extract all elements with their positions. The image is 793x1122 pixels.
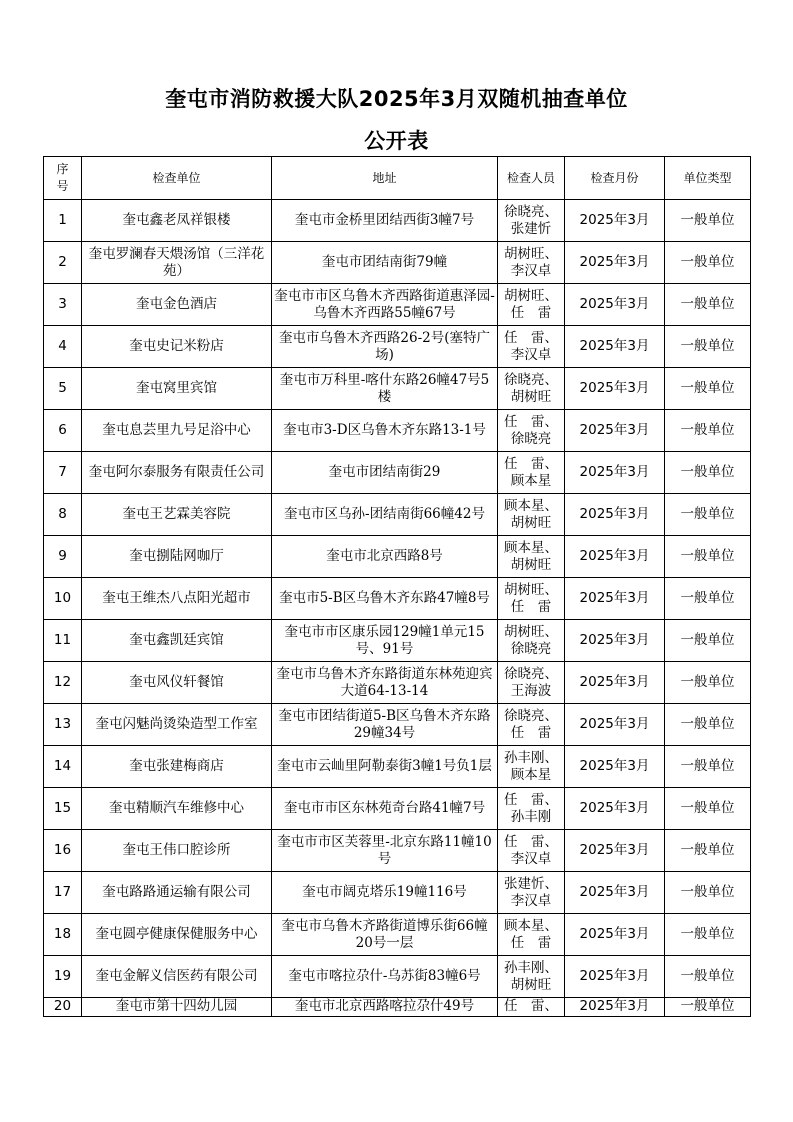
table-row — [44, 284, 751, 326]
table-row — [44, 662, 751, 704]
row-number: 16 — [44, 830, 82, 872]
row-unit-name: 奎屯史记米粉店 — [82, 326, 272, 368]
row-inspectors — [498, 872, 565, 914]
row-number: 2 — [44, 242, 82, 284]
inspector-secondary: 任 雷 — [510, 724, 552, 741]
row-unit-name: 奎屯捌陆网咖厅 — [82, 536, 272, 578]
row-number: 17 — [44, 872, 82, 914]
row-unit-type: 一般单位 — [665, 494, 751, 536]
row-month: 2025年3月 — [565, 368, 665, 410]
row-inspectors — [498, 578, 565, 620]
table-row — [44, 368, 751, 410]
header-unit: 检查单位 — [82, 157, 272, 200]
row-month: 2025年3月 — [565, 410, 665, 452]
row-address: 奎屯市团结南街79幢 — [272, 242, 498, 284]
row-number: 3 — [44, 284, 82, 326]
inspector-secondary: 徐晓亮 — [510, 640, 552, 657]
inspector-secondary: 顾本星 — [510, 766, 552, 783]
row-number: 9 — [44, 536, 82, 578]
row-address: 奎屯市乌鲁木齐西路26-2号(塞特广场) — [272, 326, 498, 368]
row-unit-name: 奎屯王维杰八点阳光超市 — [82, 578, 272, 620]
inspector-primary: 胡树旺、 — [504, 581, 558, 598]
header-number-line1: 序 — [56, 162, 69, 176]
row-unit-name: 奎屯精顺汽车维修中心 — [82, 788, 272, 830]
row-address: 奎屯市万科里-喀什东路26幢47号5楼 — [272, 368, 498, 410]
row-unit-name: 奎屯窝里宾馆 — [82, 368, 272, 410]
row-number: 12 — [44, 662, 82, 704]
inspection-table — [43, 156, 751, 1017]
row-inspectors — [498, 704, 565, 746]
row-address: 奎屯市市区乌鲁木齐西路街道惠泽园-乌鲁木齐西路55幢67号 — [272, 284, 498, 326]
row-number: 10 — [44, 578, 82, 620]
header-month: 检查月份 — [565, 157, 665, 200]
row-unit-type: 一般单位 — [665, 704, 751, 746]
row-address: 奎屯市北京西路8号 — [272, 536, 498, 578]
row-month: 2025年3月 — [565, 998, 665, 1017]
inspector-secondary: 李汉卓 — [510, 262, 552, 279]
table-row — [44, 326, 751, 368]
row-unit-name: 奎屯鑫老凤祥银楼 — [82, 200, 272, 242]
row-inspectors — [498, 830, 565, 872]
row-address: 奎屯市喀拉尕什-乌苏街83幢6号 — [272, 956, 498, 998]
row-month: 2025年3月 — [565, 536, 665, 578]
inspector-primary: 任 雷、 — [504, 455, 558, 472]
inspector-primary: 任 雷、 — [504, 791, 558, 808]
inspector-primary: 张建忻、 — [504, 875, 558, 892]
row-inspectors — [498, 326, 565, 368]
row-number: 15 — [44, 788, 82, 830]
row-unit-type: 一般单位 — [665, 914, 751, 956]
row-number: 11 — [44, 620, 82, 662]
table-body — [44, 200, 751, 1017]
row-inspectors — [498, 998, 565, 1017]
row-number: 7 — [44, 452, 82, 494]
inspector-secondary: 任 雷 — [510, 304, 552, 321]
table-row — [44, 620, 751, 662]
document-subtitle: 公开表 — [364, 129, 429, 153]
row-number: 1 — [44, 200, 82, 242]
row-inspectors — [498, 746, 565, 788]
row-unit-name: 奎屯罗澜春天煨汤馆（三洋花苑） — [82, 242, 272, 284]
row-unit-type: 一般单位 — [665, 326, 751, 368]
table-row — [44, 872, 751, 914]
table-row — [44, 242, 751, 284]
table-row — [44, 536, 751, 578]
inspector-secondary: 李汉卓 — [510, 850, 552, 867]
inspector-primary: 孙丰刚、 — [504, 749, 558, 766]
row-month: 2025年3月 — [565, 662, 665, 704]
row-inspectors — [498, 284, 565, 326]
row-month: 2025年3月 — [565, 326, 665, 368]
row-unit-type: 一般单位 — [665, 788, 751, 830]
row-number: 8 — [44, 494, 82, 536]
inspector-secondary: 顾本星 — [510, 472, 552, 489]
inspector-primary: 徐晓亮、 — [504, 665, 558, 682]
header-row — [44, 157, 751, 200]
row-unit-name: 奎屯鑫凯廷宾馆 — [82, 620, 272, 662]
row-unit-name: 奎屯张建梅商店 — [82, 746, 272, 788]
inspector-primary: 胡树旺、 — [504, 623, 558, 640]
row-inspectors — [498, 536, 565, 578]
row-month: 2025年3月 — [565, 704, 665, 746]
inspector-secondary: 任 雷 — [510, 934, 552, 951]
table-row — [44, 200, 751, 242]
header-type: 单位类型 — [665, 157, 751, 200]
row-inspectors — [498, 242, 565, 284]
row-number: 5 — [44, 368, 82, 410]
inspector-secondary: 任 雷 — [510, 598, 552, 615]
row-month: 2025年3月 — [565, 200, 665, 242]
inspector-secondary: 李汉卓 — [510, 346, 552, 363]
row-unit-type: 一般单位 — [665, 578, 751, 620]
row-address: 奎屯市区乌孙-团结南街66幢42号 — [272, 494, 498, 536]
row-unit-name: 奎屯息芸里九号足浴中心 — [82, 410, 272, 452]
inspector-primary: 徐晓亮、 — [504, 707, 558, 724]
row-unit-name: 奎屯风仪轩餐馆 — [82, 662, 272, 704]
inspector-primary: 任 雷、 — [504, 998, 558, 1014]
table-row — [44, 788, 751, 830]
row-unit-type: 一般单位 — [665, 242, 751, 284]
inspector-secondary: 胡树旺 — [510, 556, 552, 573]
row-unit-type: 一般单位 — [665, 620, 751, 662]
inspector-primary: 徐晓亮、 — [504, 203, 558, 220]
row-month: 2025年3月 — [565, 788, 665, 830]
row-month: 2025年3月 — [565, 284, 665, 326]
table-header — [44, 157, 751, 200]
table-row — [44, 578, 751, 620]
document-title: 奎屯市消防救援大队2025年3月双随机抽查单位 — [165, 87, 628, 111]
header-number — [44, 157, 82, 200]
row-unit-name: 奎屯王伟口腔诊所 — [82, 830, 272, 872]
row-unit-type: 一般单位 — [665, 536, 751, 578]
row-address: 奎屯市团结南街29 — [272, 452, 498, 494]
table-row — [44, 452, 751, 494]
row-unit-name: 奎屯金解义信医药有限公司 — [82, 956, 272, 998]
inspector-secondary: 张建忻 — [510, 220, 552, 237]
row-unit-type: 一般单位 — [665, 200, 751, 242]
table-row — [44, 704, 751, 746]
row-number: 4 — [44, 326, 82, 368]
row-address: 奎屯市3-D区乌鲁木齐东路13-1号 — [272, 410, 498, 452]
row-unit-type: 一般单位 — [665, 368, 751, 410]
row-address: 奎屯市乌鲁木齐东路街道东林苑迎宾大道64-13-14 — [272, 662, 498, 704]
inspector-primary: 顾本星、 — [504, 917, 558, 934]
row-address: 奎屯市北京西路喀拉尕什49号 — [272, 998, 498, 1017]
row-unit-type: 一般单位 — [665, 662, 751, 704]
row-unit-name: 奎屯市第十四幼儿园 — [82, 998, 272, 1017]
row-inspectors — [498, 956, 565, 998]
row-inspectors — [498, 662, 565, 704]
row-inspectors — [498, 410, 565, 452]
row-month: 2025年3月 — [565, 914, 665, 956]
row-month: 2025年3月 — [565, 956, 665, 998]
table-row — [44, 410, 751, 452]
inspector-primary: 任 雷、 — [504, 833, 558, 850]
row-unit-name: 奎屯闪魅尚烫染造型工作室 — [82, 704, 272, 746]
row-number: 18 — [44, 914, 82, 956]
row-inspectors — [498, 620, 565, 662]
table-row — [44, 746, 751, 788]
row-address: 奎屯市阔克塔乐19幢116号 — [272, 872, 498, 914]
row-month: 2025年3月 — [565, 830, 665, 872]
row-address: 奎屯市市区东林苑奇台路41幢7号 — [272, 788, 498, 830]
table-row — [44, 494, 751, 536]
row-unit-name: 奎屯圆亭健康保健服务中心 — [82, 914, 272, 956]
row-month: 2025年3月 — [565, 872, 665, 914]
row-inspectors — [498, 368, 565, 410]
inspector-primary: 徐晓亮、 — [504, 371, 558, 388]
inspector-primary: 任 雷、 — [504, 413, 558, 430]
document-title-block — [0, 78, 793, 162]
row-address: 奎屯市乌鲁木齐路街道博乐街66幢20号一层 — [272, 914, 498, 956]
inspector-primary: 胡树旺、 — [504, 245, 558, 262]
row-address: 奎屯市5-B区乌鲁木齐东路47幢8号 — [272, 578, 498, 620]
row-unit-type: 一般单位 — [665, 998, 751, 1017]
row-inspectors — [498, 200, 565, 242]
row-month: 2025年3月 — [565, 578, 665, 620]
inspector-primary: 胡树旺、 — [504, 287, 558, 304]
table-row — [44, 914, 751, 956]
row-number: 14 — [44, 746, 82, 788]
row-number: 20 — [44, 998, 82, 1017]
row-month: 2025年3月 — [565, 620, 665, 662]
header-number-line2: 号 — [56, 179, 69, 193]
row-address: 奎屯市金桥里团结西街3幢7号 — [272, 200, 498, 242]
row-unit-type: 一般单位 — [665, 956, 751, 998]
inspector-secondary: 李汉卓 — [510, 892, 552, 909]
inspector-secondary: 胡树旺 — [510, 514, 552, 531]
row-address: 奎屯市市区康乐园129幢1单元15号、91号 — [272, 620, 498, 662]
row-unit-type: 一般单位 — [665, 830, 751, 872]
table-row — [44, 830, 751, 872]
inspector-primary: 顾本星、 — [504, 497, 558, 514]
row-number: 6 — [44, 410, 82, 452]
row-unit-name: 奎屯金色酒店 — [82, 284, 272, 326]
row-unit-name: 奎屯路路通运输有限公司 — [82, 872, 272, 914]
row-inspectors — [498, 452, 565, 494]
inspector-primary: 顾本星、 — [504, 539, 558, 556]
row-inspectors — [498, 914, 565, 956]
row-month: 2025年3月 — [565, 452, 665, 494]
row-unit-type: 一般单位 — [665, 284, 751, 326]
row-unit-type: 一般单位 — [665, 746, 751, 788]
inspector-primary: 任 雷、 — [504, 329, 558, 346]
row-inspectors — [498, 788, 565, 830]
table-row — [44, 956, 751, 998]
row-address: 奎屯市团结街道5-B区乌鲁木齐东路29幢34号 — [272, 704, 498, 746]
row-address: 奎屯市市区芙蓉里-北京东路11幢10号 — [272, 830, 498, 872]
row-month: 2025年3月 — [565, 746, 665, 788]
row-address: 奎屯市云屾里阿勒泰街3幢1号负1层 — [272, 746, 498, 788]
row-unit-type: 一般单位 — [665, 410, 751, 452]
table-row — [44, 998, 751, 1017]
row-unit-name: 奎屯王艺霖美容院 — [82, 494, 272, 536]
header-address: 地址 — [272, 157, 498, 200]
row-number: 13 — [44, 704, 82, 746]
row-inspectors — [498, 494, 565, 536]
inspector-primary: 孙丰刚、 — [504, 959, 558, 976]
row-unit-name: 奎屯阿尔泰服务有限责任公司 — [82, 452, 272, 494]
inspector-secondary: 胡树旺 — [510, 976, 552, 993]
row-unit-type: 一般单位 — [665, 872, 751, 914]
row-unit-type: 一般单位 — [665, 452, 751, 494]
row-number: 19 — [44, 956, 82, 998]
inspector-secondary: 孙丰刚 — [510, 808, 552, 825]
inspector-secondary: 王海波 — [510, 682, 552, 699]
inspector-secondary: 徐晓亮 — [510, 430, 552, 447]
inspector-secondary: 胡树旺 — [510, 388, 552, 405]
row-month: 2025年3月 — [565, 242, 665, 284]
row-month: 2025年3月 — [565, 494, 665, 536]
header-inspectors: 检查人员 — [498, 157, 565, 200]
